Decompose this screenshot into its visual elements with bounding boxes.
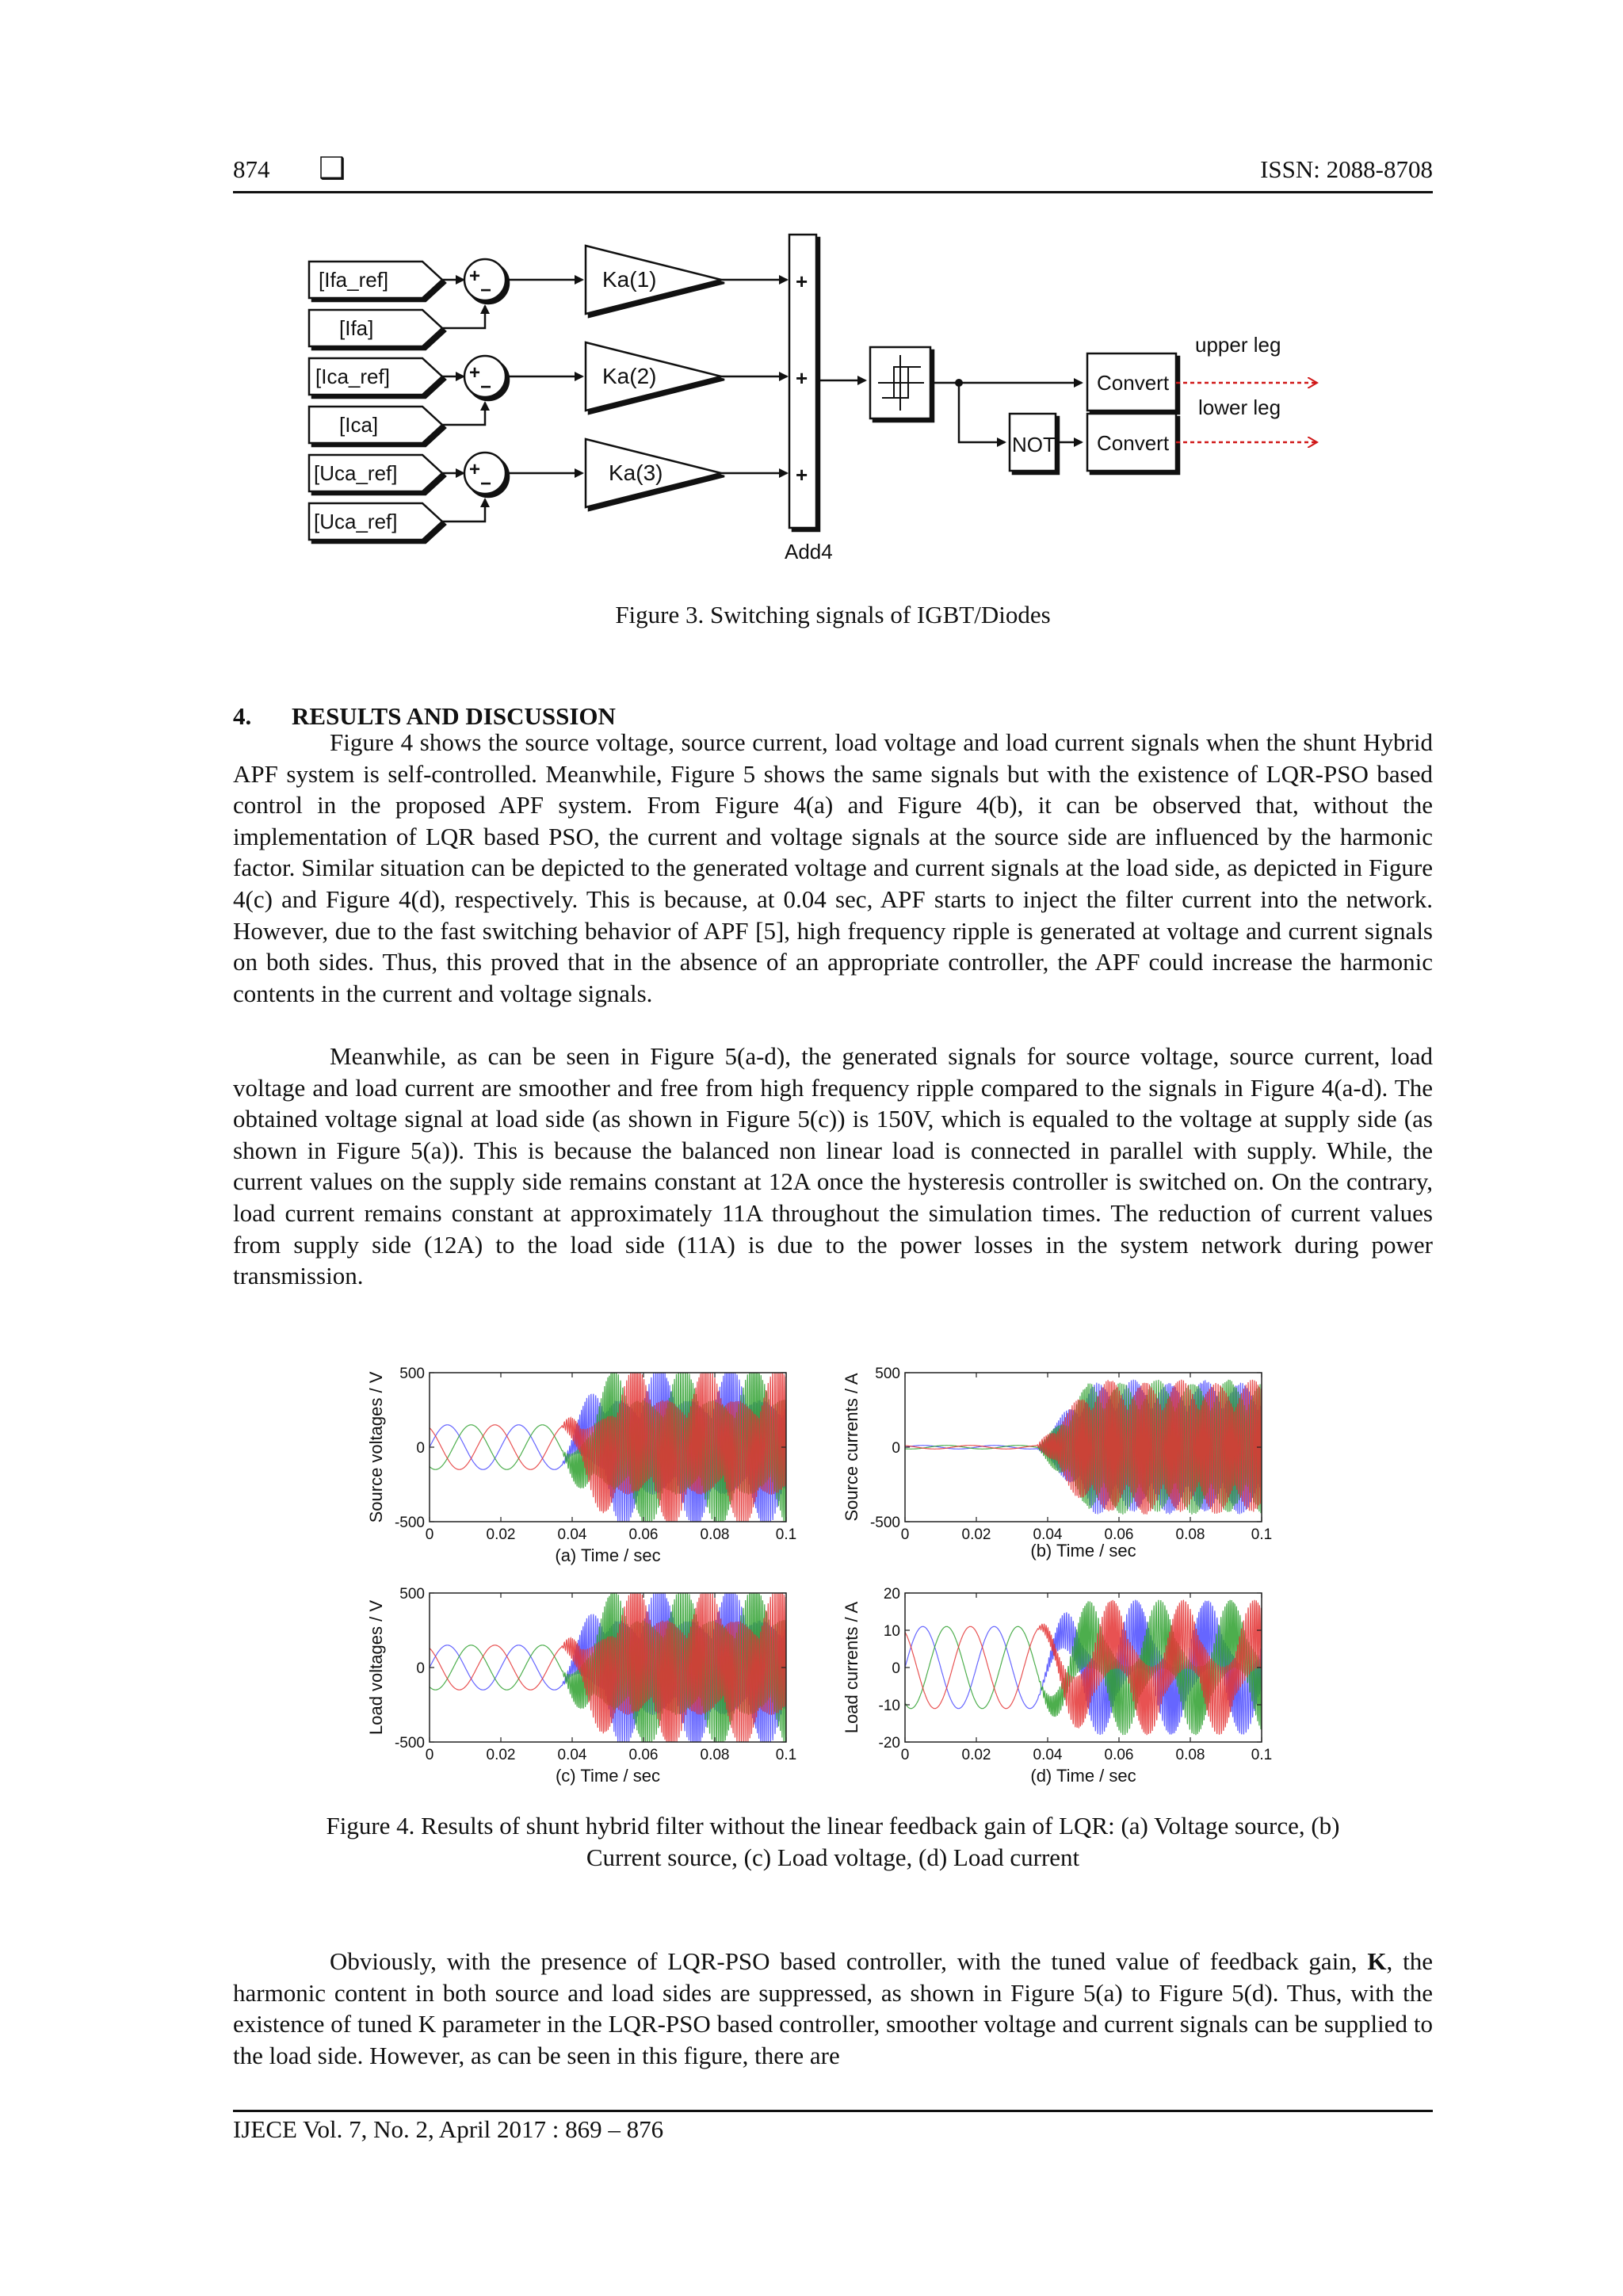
svg-text:Ka(2): Ka(2) — [602, 364, 657, 388]
y-axis-label: Load currents / A — [842, 1601, 861, 1734]
footer-journal: IJECE Vol. 7, No. 2, April 2017 : 869 – 876 — [233, 2115, 664, 2143]
y-tick-label: -20 — [878, 1735, 900, 1752]
x-tick-label: 0.06 — [628, 1526, 659, 1543]
svg-text:−: − — [480, 473, 492, 495]
input-label: [Uca_ref] — [314, 510, 398, 533]
section-heading: 4. RESULTS AND DISCUSSION — [233, 702, 616, 730]
y-tick-label: 500 — [399, 1586, 425, 1603]
add4-block — [785, 235, 833, 563]
svg-text:+: + — [469, 362, 481, 384]
input-tag-uca-ref-2 — [309, 503, 445, 543]
lower-leg-label: lower leg — [1198, 395, 1281, 419]
x-tick-label: 0.1 — [1251, 1747, 1273, 1763]
figure4-caption-line2: Current source, (c) Load voltage, (d) Load current — [586, 1843, 1080, 1871]
x-tick-label: 0.06 — [1104, 1747, 1134, 1763]
x-tick-label: 0.02 — [486, 1526, 516, 1543]
y-tick-label: 20 — [883, 1586, 900, 1603]
svg-text:NOT: NOT — [1012, 433, 1056, 457]
svg-text:Convert: Convert — [1097, 431, 1170, 455]
y-tick-label: 0 — [416, 1440, 425, 1457]
x-tick-label: 0.02 — [961, 1747, 991, 1763]
header-box-icon: ❑ — [319, 152, 346, 185]
sum-junction-2 — [464, 356, 509, 400]
y-axis-label: Source voltages / V — [366, 1371, 386, 1523]
gain-block-1 — [586, 246, 724, 317]
sum-junction-3 — [464, 453, 509, 497]
figure4-plots — [341, 1331, 1323, 1799]
gain-block-3 — [586, 439, 724, 510]
x-tick-label: 0.1 — [775, 1747, 797, 1763]
x-tick-label: 0.04 — [1033, 1747, 1063, 1763]
x-tick-label: 0.04 — [557, 1526, 587, 1543]
plot-d — [842, 1586, 1272, 1786]
x-tick-label: 0.1 — [1251, 1526, 1273, 1543]
branch-point — [955, 379, 963, 387]
figure3-caption: Figure 3. Switching signals of IGBT/Diodes — [615, 601, 1051, 628]
x-axis-label: (a) Time / sec — [555, 1545, 661, 1565]
x-tick-label: 0.08 — [700, 1747, 730, 1763]
y-tick-label: 500 — [399, 1366, 425, 1382]
x-tick-label: 0.08 — [1175, 1747, 1205, 1763]
plot-b — [842, 1366, 1272, 1561]
x-tick-label: 0.02 — [486, 1747, 516, 1763]
svg-text:+: + — [796, 269, 808, 293]
add4-label: Add4 — [785, 540, 833, 563]
y-tick-label: 0 — [892, 1660, 900, 1677]
x-tick-label: 0 — [425, 1747, 434, 1763]
x-tick-label: 0.06 — [628, 1747, 659, 1763]
input-tag-ifa — [309, 310, 445, 350]
paragraph-1: Figure 4 shows the source voltage, source current, load voltage and load current signals when the shunt Hybrid APF system is self-controlled. Meanwhile, Figure 5 shows the same signals but with the existence of LQR-PSO based control in the proposed APF system. From Figure 4(a) and Figure 4(b), it can be observed that, without the implementation of LQR based PSO, the current and voltage signals at the source side are influenced by the harmonic factor. Similar situation can be depicted to the generated voltage and current signals at the load side, as depicted in Figure 4(c) and Figure 4(d), respectively. This is because, at 0.04 sec, APF starts to inject the filter current into the network. However, due to the fast switching behavior of APF [5], high frequency ripple is generated at voltage and current signals on both sides. Thus, this proved that in the absence of an appropriate controller, the APF could increase the harmonic contents in the current and voltage signals. — [233, 728, 1433, 1007]
y-tick-label: -500 — [394, 1515, 425, 1531]
y-tick-label: -10 — [878, 1698, 900, 1714]
upper-leg-label: upper leg — [1195, 333, 1281, 357]
figure3-block-diagram — [301, 222, 1331, 579]
y-tick-label: -500 — [394, 1735, 425, 1752]
footer-rule — [233, 2110, 1433, 2112]
x-tick-label: 0.02 — [961, 1526, 991, 1543]
input-tag-uca-ref-1 — [309, 455, 445, 495]
input-tag-ifa-ref — [309, 262, 445, 301]
y-tick-label: 10 — [883, 1623, 900, 1640]
x-tick-label: 0.08 — [1175, 1526, 1205, 1543]
svg-text:+: + — [469, 266, 481, 287]
x-tick-label: 0.04 — [557, 1747, 587, 1763]
x-tick-label: 0.1 — [775, 1526, 797, 1543]
svg-text:+: + — [796, 463, 808, 487]
x-tick-label: 0 — [900, 1747, 910, 1763]
input-tag-ica — [309, 407, 445, 446]
gain-block-2 — [586, 342, 724, 414]
input-label: [Ica] — [339, 413, 379, 437]
y-tick-label: 500 — [875, 1366, 900, 1382]
y-axis-label: Load voltages / V — [366, 1599, 386, 1736]
input-label: [Uca_ref] — [314, 461, 398, 485]
svg-text:−: − — [480, 376, 492, 398]
x-tick-label: 0 — [425, 1526, 434, 1543]
header-rule — [233, 191, 1433, 193]
x-tick-label: 0.04 — [1033, 1526, 1063, 1543]
x-axis-label: (d) Time / sec — [1030, 1766, 1136, 1786]
x-tick-label: 0 — [900, 1526, 910, 1543]
svg-text:−: − — [480, 280, 492, 301]
x-tick-label: 0.08 — [700, 1526, 730, 1543]
paragraph-3: Obviously, with the presence of LQR-PSO based controller, with the tuned value of feedback gain, K, the harmonic content in both source and load sides are suppressed, as shown in Figure 5(a) to Figure 5(d). Thus, with the existence of tuned K parameter in the LQR-PSO based controller, smoother voltage and current signals can be supplied to the load side. However, as can be seen in this figure, there are — [233, 1947, 1433, 2069]
svg-text:+: + — [796, 366, 808, 390]
page-number: 874 — [233, 155, 270, 183]
input-label: [Ica_ref] — [315, 365, 390, 388]
x-axis-label: (c) Time / sec — [555, 1766, 661, 1786]
relay-block — [870, 347, 934, 422]
figure4-caption-line1: Figure 4. Results of shunt hybrid filter without the linear feedback gain of LQR: (a) Voltage source, (b) — [326, 1812, 1340, 1839]
y-tick-label: 0 — [892, 1440, 900, 1457]
convert-block-lower — [1087, 414, 1179, 474]
y-tick-label: -500 — [869, 1515, 900, 1531]
svg-text:Ka(1): Ka(1) — [602, 267, 657, 292]
input-label: [Ifa] — [339, 316, 374, 340]
convert-block-upper — [1087, 353, 1179, 414]
issn: ISSN: 2088-8708 — [1260, 155, 1433, 183]
svg-text:Ka(3): Ka(3) — [609, 460, 663, 485]
y-tick-label: 0 — [416, 1660, 425, 1677]
sum-junction-1 — [464, 259, 509, 304]
not-block — [1010, 414, 1059, 474]
input-tag-ica-ref — [309, 358, 445, 398]
x-tick-label: 0.06 — [1104, 1526, 1134, 1543]
svg-text:Convert: Convert — [1097, 371, 1170, 395]
paragraph-2: Meanwhile, as can be seen in Figure 5(a-d), the generated signals for source voltage, source current, load voltage and load current are smoother and free from high frequency ripple compared to the signals in Figure 4(a-d). The obtained voltage signal at load side (as shown in Figure 5(c)) is 150V, which is equaled to the voltage at supply side (as shown in Figure 5(a)). This is because the balanced non linear load is connected in parallel with supply. While, the current values on the supply side remains constant at 12A once the hysteresis controller is switched on. On the contrary, load current remains constant at approximately 11A throughout the simulation times. The reduction of current values from supply side (12A) to the load side (11A) is due to the power losses in the system network during power transmission. — [233, 1042, 1433, 1290]
y-axis-label: Source currents / A — [842, 1373, 861, 1522]
plot-c — [366, 1586, 796, 1786]
series-line-3 — [905, 1380, 1262, 1515]
x-axis-label: (b) Time / sec — [1030, 1541, 1136, 1561]
svg-text:+: + — [469, 459, 481, 480]
plot-a — [366, 1366, 796, 1565]
input-label: [Ifa_ref] — [319, 268, 389, 292]
